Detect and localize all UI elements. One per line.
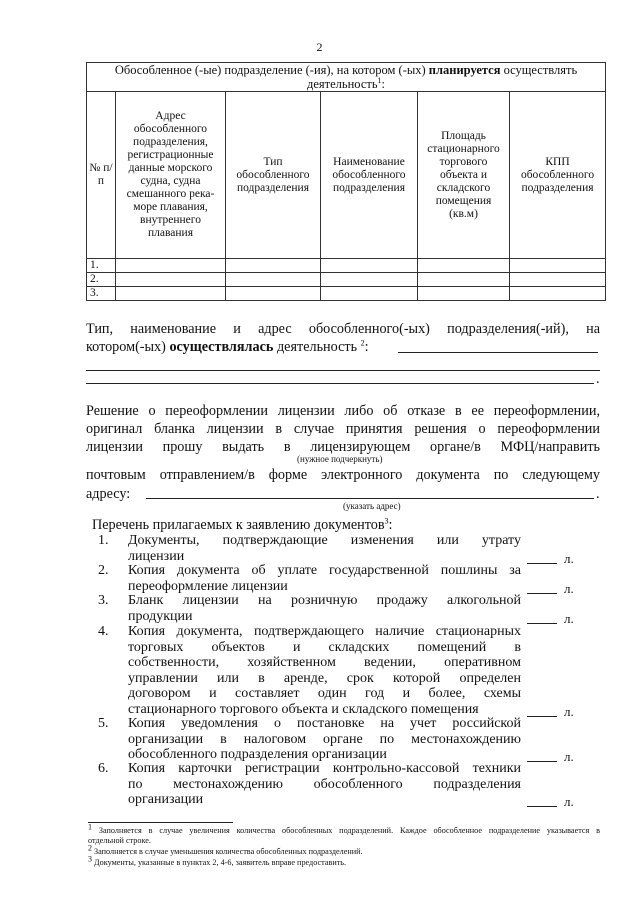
decision-line3: лицензии прошу выдать в лицензирующем органе/в МФЦ/направить [86,439,600,455]
header-address: Адрес обособленного подразделения, регистрационные данные морского судна, судна смешанного река-море плавания, внутреннего плавания [116,92,226,259]
doc-item-4-number: 4. [98,624,109,639]
doc-item-1: Документы, подтверждающие изменения или утрату лицензии [128,533,521,564]
doc-item-1-number: 1. [98,533,109,548]
doc-item-5: Копия уведомления о постановке на учет российской организации в налоговом органе по местонахождению обособленного подразделения организации [128,716,521,762]
address-input[interactable] [146,498,594,499]
table-row: 3. [87,287,606,301]
table-title: Обособленное (-ые) подразделение (-ия), на котором (-ых) планируется осуществлять деятельность$^1$: [87,63,606,92]
doc-item-3-number: 3. [98,593,109,608]
footnote-3: $^3$ Документы, указанные в пунктах 2, 4-6, заявитель вправе предоставить. [88,854,347,867]
doc-item-5-number: 5. [98,716,109,731]
type-section-line1: Тип, наименование и адрес обособленного(-ых) подразделения(-ий), на [86,321,600,337]
footnote-2: $^2$ Заполняется в случае уменьшения количества обособленных подразделений. [88,843,363,856]
table-row: 2. [87,273,606,287]
type-input-line1[interactable] [398,352,598,353]
subdivisions-table [86,62,606,301]
address-label: адресу: [86,486,131,502]
footnote-separator [88,822,233,823]
decision-line4: почтовым отправлением/в форме электронного документа по следующему [86,467,600,483]
doc-item-4: Копия документа, подтверждающего наличие стационарных торговых объектов и складских помещений в собственности, хозяйственном ведении, оперативном управлении или в аренде, срок которой определен договором и составляет один год и более, схемы стационарного торгового объекта и складского помещения [128,624,521,717]
doc-item-1-count[interactable] [527,563,557,564]
type-end-dot: . [596,371,600,387]
doc-item-4-count[interactable] [527,716,557,717]
address-note: (указать адрес) [343,501,401,511]
header-area: Площадь стационарного торгового объекта и складского помещения (кв.м) [418,92,510,259]
type-input-line3[interactable] [86,383,594,384]
footnote-1-cont: отдельной строке. [88,836,151,845]
footnote-1: $^1$ Заполняется в случае увеличения количества обособленных подразделений. Каждое обособленное подразделение указывается в [88,822,600,835]
doc-item-5-count[interactable] [527,761,557,762]
header-name: Наименование обособленного подразделения [321,92,418,259]
header-type: Тип обособленного подразделения [226,92,321,259]
page-number: 2 [316,40,323,54]
address-dot: . [596,486,600,502]
header-kpp: КПП обособленного подразделения [510,92,606,259]
doc-item-2-number: 2. [98,563,109,578]
docs-heading: Перечень прилагаемых к заявлению документов$^3$: [92,516,393,533]
doc-item-6-count[interactable] [527,806,557,807]
header-number: № п/п [87,92,116,259]
doc-item-2: Копия документа об уплате государственной пошлины за переоформление лицензии [128,563,521,594]
decision-line1: Решение о переоформлении лицензии либо об отказе в ее переоформлении, [86,403,600,419]
doc-item-6: Копия карточки регистрации контрольно-кассовой техники по местонахождению обособленного подразделения организации [128,761,521,807]
doc-item-3-count[interactable] [527,623,557,624]
doc-item-3: Бланк лицензии на розничную продажу алкогольной продукции [128,593,521,624]
type-section-line2: котором(-ых) осуществлялась деятельность $^2$: [86,338,369,355]
type-input-line2[interactable] [86,370,600,371]
table-row: 1. [87,259,606,273]
decision-line2: оригинал бланка лицензии в случае принятия решения о переоформлении [86,421,600,437]
underline-note: (нужное подчеркнуть) [297,454,383,464]
doc-item-6-number: 6. [98,761,109,776]
doc-item-2-count[interactable] [527,593,557,594]
